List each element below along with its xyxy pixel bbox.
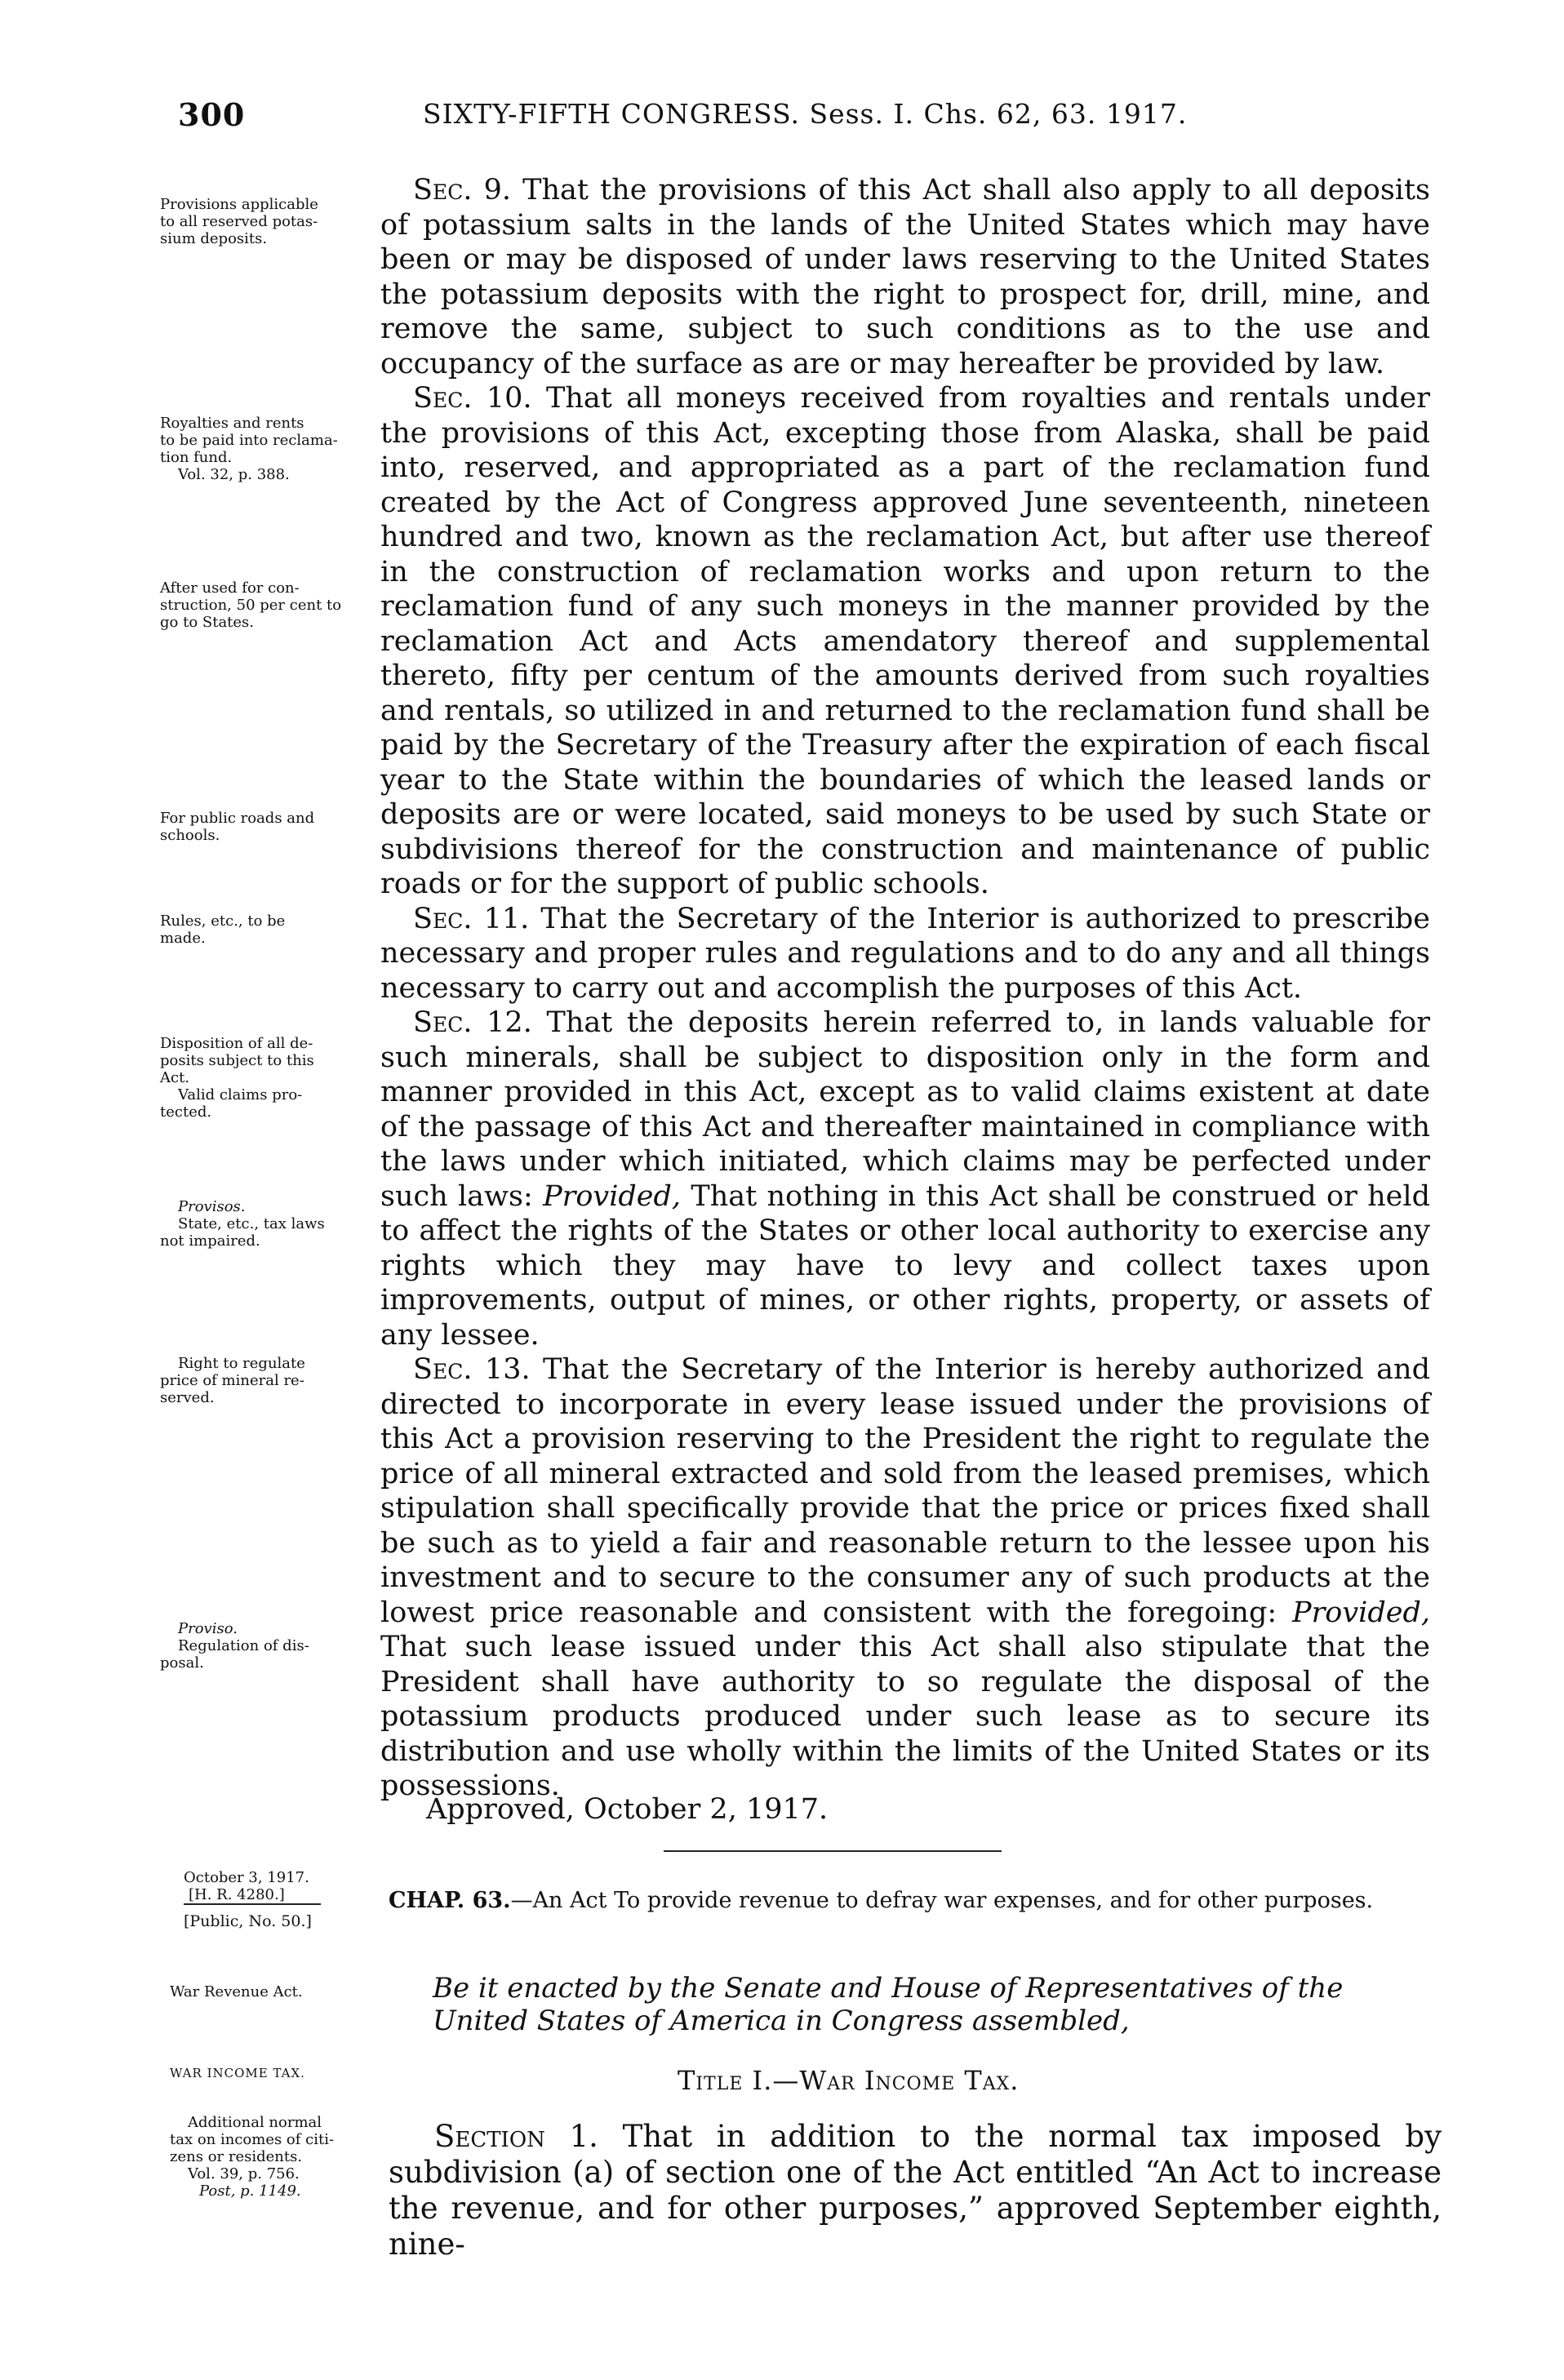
margin-note-line: Disposition of all de- <box>160 1035 313 1052</box>
chapter-description: —An Act To provide revenue to defray war expenses, and for other purposes. <box>510 1888 1374 1913</box>
margin-note-line: tected. <box>160 1103 212 1121</box>
section-text: That all moneys received from royalties and rentals under the provisions of this Act, excepting those from Alaska, shall be paid into, reserved, and appropriated as a part of the reclamation fund created by the Act of Congress approved June seventeenth, nineteen hundred and two, known as the reclamation Act, but after use thereof in the construction of reclamation works and upon return to the reclamation fund of any such moneys in the manner provided by the reclamation Act and Acts amendatory thereof and supplemental thereto, fifty per centum of the amounts derived from such royalties and rentals, so utilized in and returned to the reclamation fund shall be paid by the Secretary of the Treasury after the expiration of each fiscal year to the State within the boundaries of which the leased lands or deposits are or were located, said moneys to be used by such State or subdivisions thereof for the construction and maintenance of public roads or for the support of public schools. <box>380 382 1430 900</box>
margin-note-sec13-price <box>160 1355 374 1406</box>
margin-note-line: Proviso. <box>178 1620 238 1637</box>
margin-note-sec10-roads <box>160 810 374 844</box>
margin-note-line: made. <box>160 930 206 947</box>
title-heading: Title I.—War Income Tax. <box>678 2065 1020 2096</box>
margin-note-line: Provisos. <box>178 1198 246 1215</box>
section-label: Sec. 13. <box>413 1353 531 1386</box>
margin-note-line: [H. R. 4280.] <box>184 1886 321 1905</box>
page-number: 300 <box>178 96 246 133</box>
section-text: That the deposits herein referred to, in lands valuable for such minerals, shall be subject to disposition only in the form and manner provided in this Act, except as to valid claims existent at date of the passage of this Act and thereafter maintained in compliance with the laws under which initiated, which claims may be perfected under such laws: <box>380 1006 1430 1213</box>
margin-note-sec12-provisos <box>160 1198 374 1250</box>
margin-note-line: struction, 50 per cent to <box>160 597 342 614</box>
margin-note-line: Vol. 39, p. 756. <box>188 2165 300 2182</box>
running-title: SIXTY-FIFTH CONGRESS. Sess. I. Chs. 62, 63. 1917. <box>423 98 1188 130</box>
margin-note-line: Rules, etc., to be <box>160 912 286 930</box>
margin-note-line: not impaired. <box>160 1232 260 1250</box>
section-label: Sec. 9. <box>413 174 512 206</box>
chapter-label: CHAP. 63. <box>389 1888 511 1913</box>
provided-term: Provided, <box>1292 1596 1430 1629</box>
margin-note-line: zens or residents. <box>170 2148 303 2165</box>
margin-note-line: State, etc., tax laws <box>178 1215 325 1232</box>
page-header <box>178 96 1386 137</box>
margin-note-sec10-states <box>160 579 374 631</box>
margin-note-line: schools. <box>160 827 220 844</box>
margin-note-line: Vol. 32, p. 388. <box>178 466 290 483</box>
margin-note-line: sium deposits. <box>160 230 268 247</box>
margin-note-sec13-proviso <box>160 1620 374 1672</box>
margin-note-war-revenue <box>170 1983 384 2000</box>
margin-note-line: to all reserved potas- <box>160 213 318 230</box>
margin-note-line: Royalties and rents <box>160 415 304 432</box>
margin-note-line: Valid claims pro- <box>178 1086 303 1103</box>
margin-note-line: October 3, 1917. <box>184 1869 309 1886</box>
margin-note-line: [Public, No. 50.] <box>184 1912 312 1930</box>
body-text <box>380 173 1430 1804</box>
margin-note-war-income-tax <box>170 2065 384 2082</box>
section-12 <box>380 1006 1430 1352</box>
section-text: That the Secretary of the Interior is hereby authorized and directed to incorporate in every lease issued under the provisions of this Act a provision reserving to the President the right to regulate the price of all mineral extracted and sold from the leased premises, which stipulation shall specifically provide that the price or prices fixed shall be such as to yield a fair and reasonable return to the lessee upon his investment and to secure to the consumer any of such products at the lowest price reasonable and consistent with the foregoing: <box>380 1353 1430 1629</box>
section-label: Sec. 11. <box>413 902 530 935</box>
enacting-clause: Be it enacted by the Senate and House of Representatives of the United States of America in Congress assembled, <box>433 1972 1344 2037</box>
margin-note-line: Post, p. 1149. <box>199 2182 301 2200</box>
chapter-63-heading <box>389 1887 1442 1915</box>
margin-note-line: War Revenue Act. <box>170 1983 303 2000</box>
margin-note-line: tion fund. <box>160 449 233 466</box>
chapter-divider <box>664 1850 1002 1852</box>
section-1 <box>389 2119 1442 2262</box>
margin-note-line: For public roads and <box>160 810 315 827</box>
section-11 <box>380 902 1430 1006</box>
margin-note-sec10-royalties <box>160 415 374 483</box>
margin-note-line: served. <box>160 1389 215 1406</box>
section-10 <box>380 381 1430 902</box>
margin-note-additional-tax <box>170 2114 384 2200</box>
section-label: Section 1. <box>434 2119 598 2154</box>
margin-note-line: Right to regulate <box>178 1355 305 1372</box>
margin-note-sec12-disposition <box>160 1035 374 1121</box>
section-text: That nothing in this Act shall be construed or held to affect the rights of the States or other local authority to exercise any rights which they may have to levy and collect taxes upon improvements, output of mines, or other rights, property, or assets of any lessee. <box>380 1179 1430 1352</box>
section-text: That in addition to the normal tax imposed by subdivision (a) of section one of the Act entitled “An Act to increase the revenue, and for other purposes,” approved September eighth, nine- <box>389 2119 1442 2262</box>
provided-term: Provided, <box>543 1179 682 1213</box>
section-text: That the Secretary of the Interior is authorized to prescribe necessary and proper rules and regulations and to do any and all things necessary to carry out and accomplish the purposes of this Act. <box>380 902 1430 1005</box>
section-text: That the provisions of this Act shall also apply to all deposits of potassium salts in the lands of the United States which may have been or may be disposed of under laws reserving to the United States the potassium deposits with the right to prospect for, drill, mine, and remove the same, subject to such conditions as to the use and occupancy of the surface as are or may hereafter be provided by law. <box>380 174 1430 380</box>
section-13 <box>380 1352 1430 1804</box>
approval-line: Approved, October 2, 1917. <box>426 1793 829 1826</box>
margin-note-line: go to States. <box>160 614 255 631</box>
section-label: Sec. 12. <box>413 1006 532 1039</box>
section-text: That such lease issued under this Act shall also stipulate that the President shall have authority to so regulate the disposal of the potassium products produced under such lease as to secure its distribution and use wholly within the limits of the United States or its possessions. <box>380 1631 1430 1802</box>
margin-note-line: to be paid into reclama- <box>160 432 338 449</box>
section-9 <box>380 173 1430 381</box>
margin-note-line: tax on incomes of citi- <box>170 2131 335 2148</box>
margin-note-line: posal. <box>160 1654 204 1672</box>
section-label: Sec. 10. <box>413 382 532 415</box>
margin-note-line: Act. <box>160 1069 190 1086</box>
margin-note-line: Provisions applicable <box>160 196 318 213</box>
margin-note-chap63-date <box>184 1869 398 1930</box>
margin-note-line: price of mineral re- <box>160 1372 304 1389</box>
margin-note-sec9 <box>160 196 374 247</box>
margin-note-line: posits subject to this <box>160 1052 314 1069</box>
margin-note-line: WAR INCOME TAX. <box>170 2066 305 2080</box>
margin-note-line: After used for con- <box>160 579 300 597</box>
margin-note-sec11 <box>160 912 374 947</box>
margin-note-line: Regulation of dis- <box>178 1637 309 1654</box>
margin-note-line: Additional normal <box>188 2114 322 2131</box>
